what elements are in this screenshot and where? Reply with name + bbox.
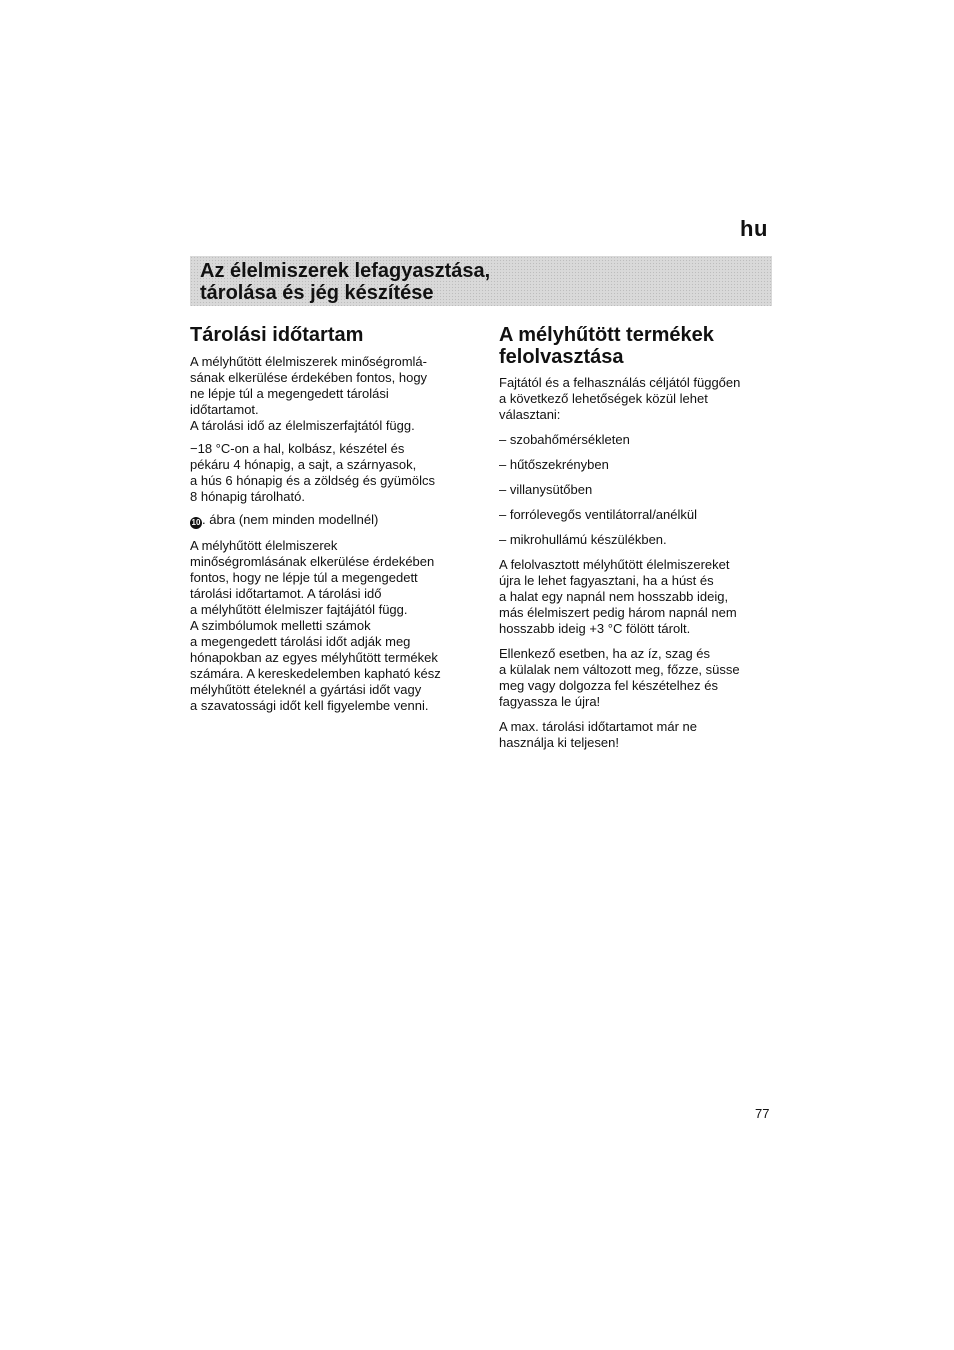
page-number: 77 xyxy=(755,1106,770,1121)
section-banner xyxy=(190,256,772,306)
figure-number-badge: 10 xyxy=(191,518,201,527)
figure-reference xyxy=(190,512,474,529)
thawing-option: – szobahőmérsékleten xyxy=(499,432,630,447)
language-tag: hu xyxy=(740,216,768,241)
storage-time-heading: Tárolási időtartam xyxy=(190,324,364,346)
refreeze-paragraph: A felolvasztott mélyhűtött élelmiszereket újra le lehet fagyasztani, ha a húst és a halat egy napnál nem hosszabb ideig, más élelmiszert pedig három napnál nem hosszabb ideig +3 °C fölött tárolt. xyxy=(499,557,737,636)
storage-durations-paragraph: −18 °C-on a hal, kolbász, készétel és pékáru 4 hónapig, a sajt, a szárnyasok, a hús 6 hónapig és a zöldség és gyümölcs 8 hónapig tárolható. xyxy=(190,441,435,504)
thawing-option: – hűtőszekrényben xyxy=(499,457,609,472)
max-storage-warning: A max. tárolási időtartamot már ne használja ki teljesen! xyxy=(499,719,697,750)
thawing-option: – villanysütőben xyxy=(499,482,593,497)
storage-intro-paragraph: A mélyhűtött élelmiszerek minőségromlá- sának elkerülése érdekében fontos, hogy ne lépje túl a megengedett tárolási időtartamot. A tárolási idő az élelmiszerfajtától függ. xyxy=(190,354,428,433)
left-column xyxy=(190,324,474,714)
thawing-intro-paragraph: Fajtától és a felhasználás céljától függően a következő lehetőségek közül lehet választani: xyxy=(499,375,741,422)
thawing-option: – mikrohullámú készülékben. xyxy=(499,532,667,547)
section-title: Az élelmiszerek lefagyasztása, tárolása és jég készítése xyxy=(200,260,491,304)
thawing-option: – forrólevegős ventilátorral/anélkül xyxy=(499,507,697,522)
otherwise-paragraph: Ellenkező esetben, ha az íz, szag és a külalak nem változott meg, főzze, süsse meg vagy dolgozza fel készételhez és fagyassza le újra! xyxy=(499,646,740,709)
storage-symbols-paragraph: A mélyhűtött élelmiszerek minőségromlásának elkerülése érdekében fontos, hogy ne lépje túl a megengedett tárolási időtartamot. A tárolási idő a mélyhűtött élelmiszer fajtájától függ. A szimbólumok melletti számok a megengedett tárolási időt adják meg hónapokban az egyes mélyhűtött termékek számára. A kereskedelemben kapható kész mélyhűtött ételeknél a gyártási időt vagy a szavatossági időt kell figyelembe venni. xyxy=(190,538,441,713)
figure-reference-text: . ábra (nem minden modellnél) xyxy=(202,512,379,527)
thawing-heading: A mélyhűtött termékek felolvasztása xyxy=(499,324,714,368)
right-column xyxy=(499,324,775,751)
